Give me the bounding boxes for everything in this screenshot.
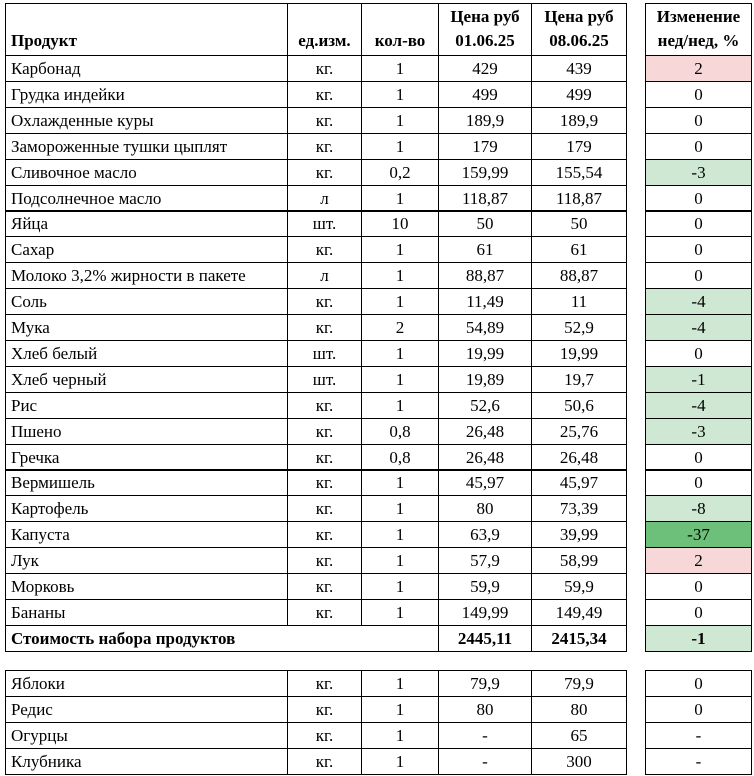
header-unit-label: ед.изм. <box>298 31 351 50</box>
cell-qty: 0,8 <box>361 444 439 471</box>
cell-change: -3 <box>645 418 752 445</box>
cell-qty: 0,2 <box>361 159 439 186</box>
cell-price-1: 159,99 <box>438 159 532 186</box>
header-qty <box>361 3 439 56</box>
header-price-1-line1: Цена руб <box>450 7 520 26</box>
cell-unit: кг. <box>287 314 362 341</box>
cell-unit: кг. <box>287 107 362 134</box>
cell-product: Бананы <box>5 599 288 626</box>
cell-price-1: 11,49 <box>438 288 532 315</box>
cell-qty: 1 <box>361 55 439 82</box>
cell-change: 0 <box>645 340 752 367</box>
cell-price-1: 63,9 <box>438 521 532 548</box>
cell-price-1: 189,9 <box>438 107 532 134</box>
cell-unit: кг. <box>287 547 362 574</box>
cell-price-1: 19,99 <box>438 340 532 367</box>
total-change: -1 <box>645 625 752 652</box>
cell-product: Пшено <box>5 418 288 445</box>
cell-product: Лук <box>5 547 288 574</box>
cell-unit: кг. <box>287 418 362 445</box>
cell-product: Гречка <box>5 444 288 471</box>
cell-product: Рис <box>5 392 288 419</box>
cell-price-1: 429 <box>438 55 532 82</box>
header-change <box>645 3 752 56</box>
cell-unit: кг. <box>287 573 362 600</box>
extra-cell-product: Огурцы <box>5 722 288 749</box>
cell-change: 0 <box>645 469 752 496</box>
cell-qty: 1 <box>361 573 439 600</box>
cell-price-2: 11 <box>531 288 627 315</box>
cell-product: Замороженные тушки цыплят <box>5 133 288 160</box>
cell-product: Морковь <box>5 573 288 600</box>
cell-qty: 1 <box>361 392 439 419</box>
header-product-label: Продукт <box>11 31 77 50</box>
cell-price-1: 61 <box>438 236 532 263</box>
cell-price-2: 26,48 <box>531 444 627 471</box>
cell-price-2: 52,9 <box>531 314 627 341</box>
cell-qty: 1 <box>361 521 439 548</box>
cell-product: Хлеб белый <box>5 340 288 367</box>
cell-price-2: 25,76 <box>531 418 627 445</box>
cell-product: Грудка индейки <box>5 81 288 108</box>
cell-qty: 1 <box>361 133 439 160</box>
cell-change: -37 <box>645 521 752 548</box>
cell-qty: 1 <box>361 469 439 496</box>
cell-change: 0 <box>645 81 752 108</box>
cell-price-2: 59,9 <box>531 573 627 600</box>
cell-qty: 2 <box>361 314 439 341</box>
cell-change: 2 <box>645 547 752 574</box>
cell-qty: 1 <box>361 495 439 522</box>
cell-price-2: 149,49 <box>531 599 627 626</box>
cell-price-2: 45,97 <box>531 469 627 496</box>
cell-price-2: 499 <box>531 81 627 108</box>
cell-qty: 0,8 <box>361 418 439 445</box>
header-qty-label: кол-во <box>374 31 426 50</box>
cell-qty: 1 <box>361 547 439 574</box>
cell-qty: 1 <box>361 185 439 212</box>
cell-price-1: 59,9 <box>438 573 532 600</box>
total-label: Стоимость набора продуктов <box>5 625 439 652</box>
cell-price-1: 88,87 <box>438 262 532 289</box>
cell-change: 2 <box>645 55 752 82</box>
cell-unit: кг. <box>287 599 362 626</box>
extra-cell-unit: кг. <box>287 748 362 775</box>
cell-price-1: 118,87 <box>438 185 532 212</box>
cell-qty: 1 <box>361 288 439 315</box>
cell-product: Молоко 3,2% жирности в пакете <box>5 262 288 289</box>
cell-change: -4 <box>645 314 752 341</box>
cell-change: 0 <box>645 107 752 134</box>
cell-price-1: 54,89 <box>438 314 532 341</box>
extra-cell-price-1: 79,9 <box>438 670 532 697</box>
extra-cell-qty: 1 <box>361 748 439 775</box>
cell-change: 0 <box>645 133 752 160</box>
cell-change: -3 <box>645 159 752 186</box>
cell-unit: кг. <box>287 288 362 315</box>
extra-cell-product: Клубника <box>5 748 288 775</box>
cell-change: 0 <box>645 185 752 212</box>
cell-unit: л <box>287 185 362 212</box>
cell-price-1: 52,6 <box>438 392 532 419</box>
cell-qty: 10 <box>361 210 439 237</box>
cell-price-1: 45,97 <box>438 469 532 496</box>
cell-product: Соль <box>5 288 288 315</box>
cell-product: Хлеб черный <box>5 366 288 393</box>
header-change-line1: Изменение <box>656 7 741 26</box>
extra-cell-price-2: 79,9 <box>531 670 627 697</box>
extra-cell-qty: 1 <box>361 670 439 697</box>
extra-cell-price-2: 80 <box>531 696 627 723</box>
cell-unit: кг. <box>287 521 362 548</box>
cell-change: -1 <box>645 366 752 393</box>
cell-unit: шт. <box>287 366 362 393</box>
cell-price-2: 19,7 <box>531 366 627 393</box>
header-price-1-date: 01.06.25 <box>455 31 515 50</box>
cell-product: Сливочное масло <box>5 159 288 186</box>
header-product <box>5 3 288 56</box>
cell-price-2: 155,54 <box>531 159 627 186</box>
cell-price-2: 189,9 <box>531 107 627 134</box>
cell-product: Картофель <box>5 495 288 522</box>
cell-price-1: 80 <box>438 495 532 522</box>
cell-change: 0 <box>645 236 752 263</box>
cell-unit: кг. <box>287 236 362 263</box>
cell-unit: л <box>287 262 362 289</box>
extra-cell-price-2: 300 <box>531 748 627 775</box>
cell-unit: кг. <box>287 55 362 82</box>
cell-price-1: 57,9 <box>438 547 532 574</box>
cell-price-1: 179 <box>438 133 532 160</box>
cell-unit: шт. <box>287 210 362 237</box>
cell-price-2: 58,99 <box>531 547 627 574</box>
cell-price-1: 499 <box>438 81 532 108</box>
cell-unit: шт. <box>287 340 362 367</box>
cell-change: 0 <box>645 444 752 471</box>
cell-price-2: 50 <box>531 210 627 237</box>
cell-unit: кг. <box>287 159 362 186</box>
extra-cell-product: Яблоки <box>5 670 288 697</box>
extra-cell-unit: кг. <box>287 722 362 749</box>
total-price-2: 2415,34 <box>531 625 627 652</box>
cell-price-2: 73,39 <box>531 495 627 522</box>
extra-cell-change: 0 <box>645 670 752 697</box>
cell-price-2: 179 <box>531 133 627 160</box>
cell-price-2: 88,87 <box>531 262 627 289</box>
cell-price-1: 19,89 <box>438 366 532 393</box>
cell-price-1: 26,48 <box>438 418 532 445</box>
cell-unit: кг. <box>287 495 362 522</box>
extra-cell-qty: 1 <box>361 722 439 749</box>
cell-unit: кг. <box>287 444 362 471</box>
cell-price-1: 50 <box>438 210 532 237</box>
cell-product: Вермишель <box>5 469 288 496</box>
cell-change: -4 <box>645 288 752 315</box>
extra-cell-price-2: 65 <box>531 722 627 749</box>
cell-price-2: 39,99 <box>531 521 627 548</box>
cell-price-1: 149,99 <box>438 599 532 626</box>
cell-price-2: 118,87 <box>531 185 627 212</box>
cell-price-2: 61 <box>531 236 627 263</box>
cell-change: 0 <box>645 262 752 289</box>
cell-unit: кг. <box>287 392 362 419</box>
header-price-1 <box>438 3 532 56</box>
header-price-2-line1: Цена руб <box>544 7 614 26</box>
cell-product: Карбонад <box>5 55 288 82</box>
cell-product: Подсолнечное масло <box>5 185 288 212</box>
cell-change: -4 <box>645 392 752 419</box>
cell-price-2: 439 <box>531 55 627 82</box>
extra-cell-change: - <box>645 722 752 749</box>
extra-cell-unit: кг. <box>287 670 362 697</box>
cell-qty: 1 <box>361 262 439 289</box>
cell-change: 0 <box>645 210 752 237</box>
cell-qty: 1 <box>361 81 439 108</box>
extra-cell-change: 0 <box>645 696 752 723</box>
cell-change: 0 <box>645 573 752 600</box>
cell-product: Сахар <box>5 236 288 263</box>
cell-product: Мука <box>5 314 288 341</box>
header-price-2-date: 08.06.25 <box>549 31 609 50</box>
cell-unit: кг. <box>287 81 362 108</box>
extra-cell-qty: 1 <box>361 696 439 723</box>
cell-qty: 1 <box>361 107 439 134</box>
header-change-line2: нед/нед, % <box>657 31 740 50</box>
extra-cell-price-1: 80 <box>438 696 532 723</box>
cell-qty: 1 <box>361 236 439 263</box>
cell-qty: 1 <box>361 366 439 393</box>
cell-unit: кг. <box>287 469 362 496</box>
cell-unit: кг. <box>287 133 362 160</box>
cell-price-2: 50,6 <box>531 392 627 419</box>
cell-product: Охлажденные куры <box>5 107 288 134</box>
header-unit <box>287 3 362 56</box>
extra-cell-product: Редис <box>5 696 288 723</box>
cell-change: -8 <box>645 495 752 522</box>
cell-product: Яйца <box>5 210 288 237</box>
cell-price-2: 19,99 <box>531 340 627 367</box>
header-price-2 <box>531 3 627 56</box>
extra-cell-price-1: - <box>438 722 532 749</box>
cell-qty: 1 <box>361 340 439 367</box>
cell-change: 0 <box>645 599 752 626</box>
extra-cell-price-1: - <box>438 748 532 775</box>
extra-cell-unit: кг. <box>287 696 362 723</box>
cell-qty: 1 <box>361 599 439 626</box>
cell-product: Капуста <box>5 521 288 548</box>
total-price-1: 2445,11 <box>438 625 532 652</box>
extra-cell-change: - <box>645 748 752 775</box>
cell-price-1: 26,48 <box>438 444 532 471</box>
